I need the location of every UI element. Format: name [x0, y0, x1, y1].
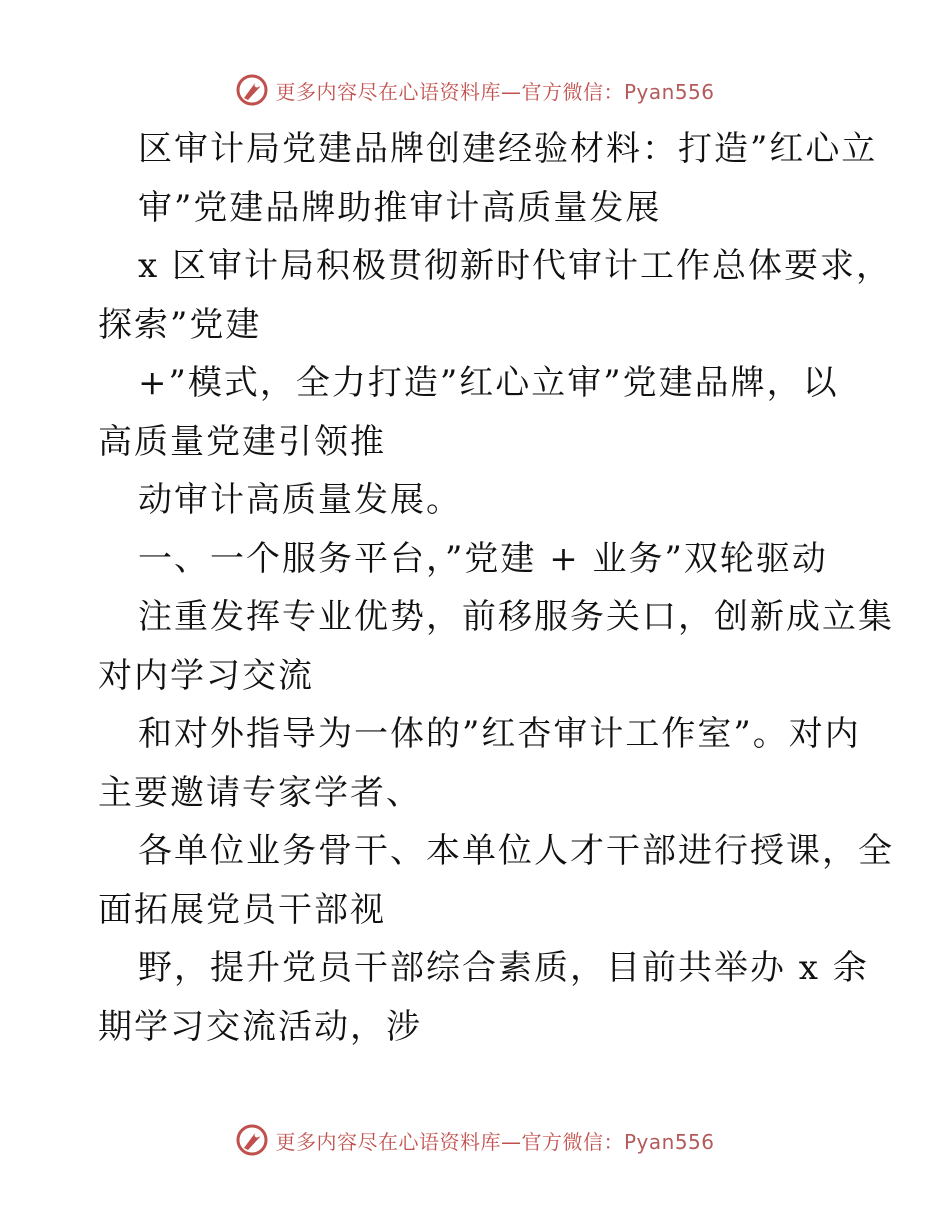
pen-nib-logo-icon — [235, 1123, 269, 1157]
body-line: +”模式，全力打造”红心立审”党建品牌，以 — [138, 363, 839, 403]
header-banner — [0, 70, 950, 110]
body-line: x 区审计局积极贯彻新时代审计工作总体要求， — [138, 246, 892, 286]
body-line: 注重发挥专业优势，前移服务关口，创新成立集 — [138, 597, 894, 637]
body-line: 和对外指导为一体的”红杏审计工作室”。对内 — [138, 714, 861, 754]
title-line-1: 区审计局党建品牌创建经验材料：打造”红心立 — [138, 129, 878, 169]
body-line: 主要邀请专家学者、 — [98, 772, 422, 813]
body-line: 动审计高质量发展。 — [138, 480, 462, 520]
body-line: 各单位业务骨干、本单位人才干部进行授课，全 — [138, 831, 894, 871]
body-line: 期学习交流活动，涉 — [98, 1006, 422, 1047]
body-line: 高质量党建引领推 — [98, 421, 386, 462]
body-line: 面拓展党员干部视 — [98, 889, 386, 930]
wechat-id: Pyan556 — [623, 1129, 715, 1154]
body-line: 探索”党建 — [98, 304, 262, 345]
pen-nib-logo-icon — [235, 73, 269, 107]
header-banner-text: 更多内容尽在心语资料库—官方微信：Pyan556 — [275, 79, 715, 104]
body-line: 对内学习交流 — [98, 655, 314, 696]
footer-banner — [0, 1120, 950, 1160]
section-heading: 一、一个服务平台，”党建 + 业务”双轮驱动 — [138, 538, 828, 579]
document-body — [98, 120, 894, 1056]
title-line-2: 审”党建品牌助推审计高质量发展 — [138, 187, 662, 228]
wechat-id: Pyan556 — [623, 79, 715, 104]
body-line: 野，提升党员干部综合素质，目前共举办 x 余 — [138, 948, 869, 988]
footer-banner-text: 更多内容尽在心语资料库—官方微信：Pyan556 — [275, 1129, 715, 1154]
